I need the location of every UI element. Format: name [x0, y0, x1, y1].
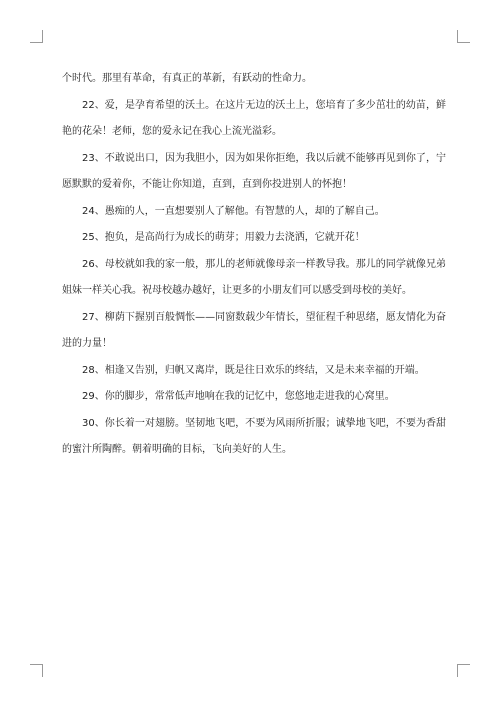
paragraph-28: 28、相逢又告别，归帆又离岸，既是往日欢乐的终结，又是未来幸福的开端。 — [82, 364, 425, 376]
paragraph-25: 25、抱负，是高尚行为成长的萌芽；用毅力去浇洒，它就开花！ — [82, 232, 365, 243]
paragraph-22: 22、爱，是孕育希望的沃土。在这片无边的沃土上，您培育了多少茁壮的幼苗，鲜艳的花朵！老师，您的爱永记在我心上流光溢彩。 — [62, 99, 446, 137]
document-body — [62, 66, 446, 464]
paragraph-continued: 个时代。那里有革命，有真正的革新，有跃动的性命力。 — [62, 73, 312, 84]
paragraph-27: 27、柳荫下握别百般惆怅——同窗数载少年情长，望征程千种思绪，愿友情化为奋进的力量！ — [62, 311, 446, 349]
crop-mark-bottom-right — [457, 664, 470, 677]
paragraph-26: 26、母校就如我的家一般，那儿的老师就像母亲一样教导我。那儿的同学就像兄弟姐妹一样关心我。祝母校越办越好，让更多的小朋友们可以感受到母校的美好。 — [62, 258, 446, 296]
crop-mark-bottom-left — [30, 664, 43, 677]
paragraph-23: 23、不敢说出口，因为我胆小，因为如果你拒绝，我以后就不能够再见到你了，宁愿默默的爱着你，不能让你知道，直到，直到你投进别人的怀抱！ — [62, 152, 446, 190]
paragraph-30: 30、你长着一对翅膀。坚韧地飞吧，不要为风雨所折服；诚挚地飞吧，不要为香甜的蜜汁所陶醉。朝着明确的目标，飞向美好的人生。 — [62, 417, 446, 455]
paragraph-29: 29、你的脚步，常常低声地响在我的记忆中，您悠地走进我的心窝里。 — [82, 391, 395, 402]
paragraph-24: 24、愚痴的人，一直想要别人了解他。有智慧的人，却的了解自己。 — [82, 205, 385, 217]
crop-mark-top-left — [30, 30, 43, 43]
crop-mark-top-right — [457, 30, 470, 43]
